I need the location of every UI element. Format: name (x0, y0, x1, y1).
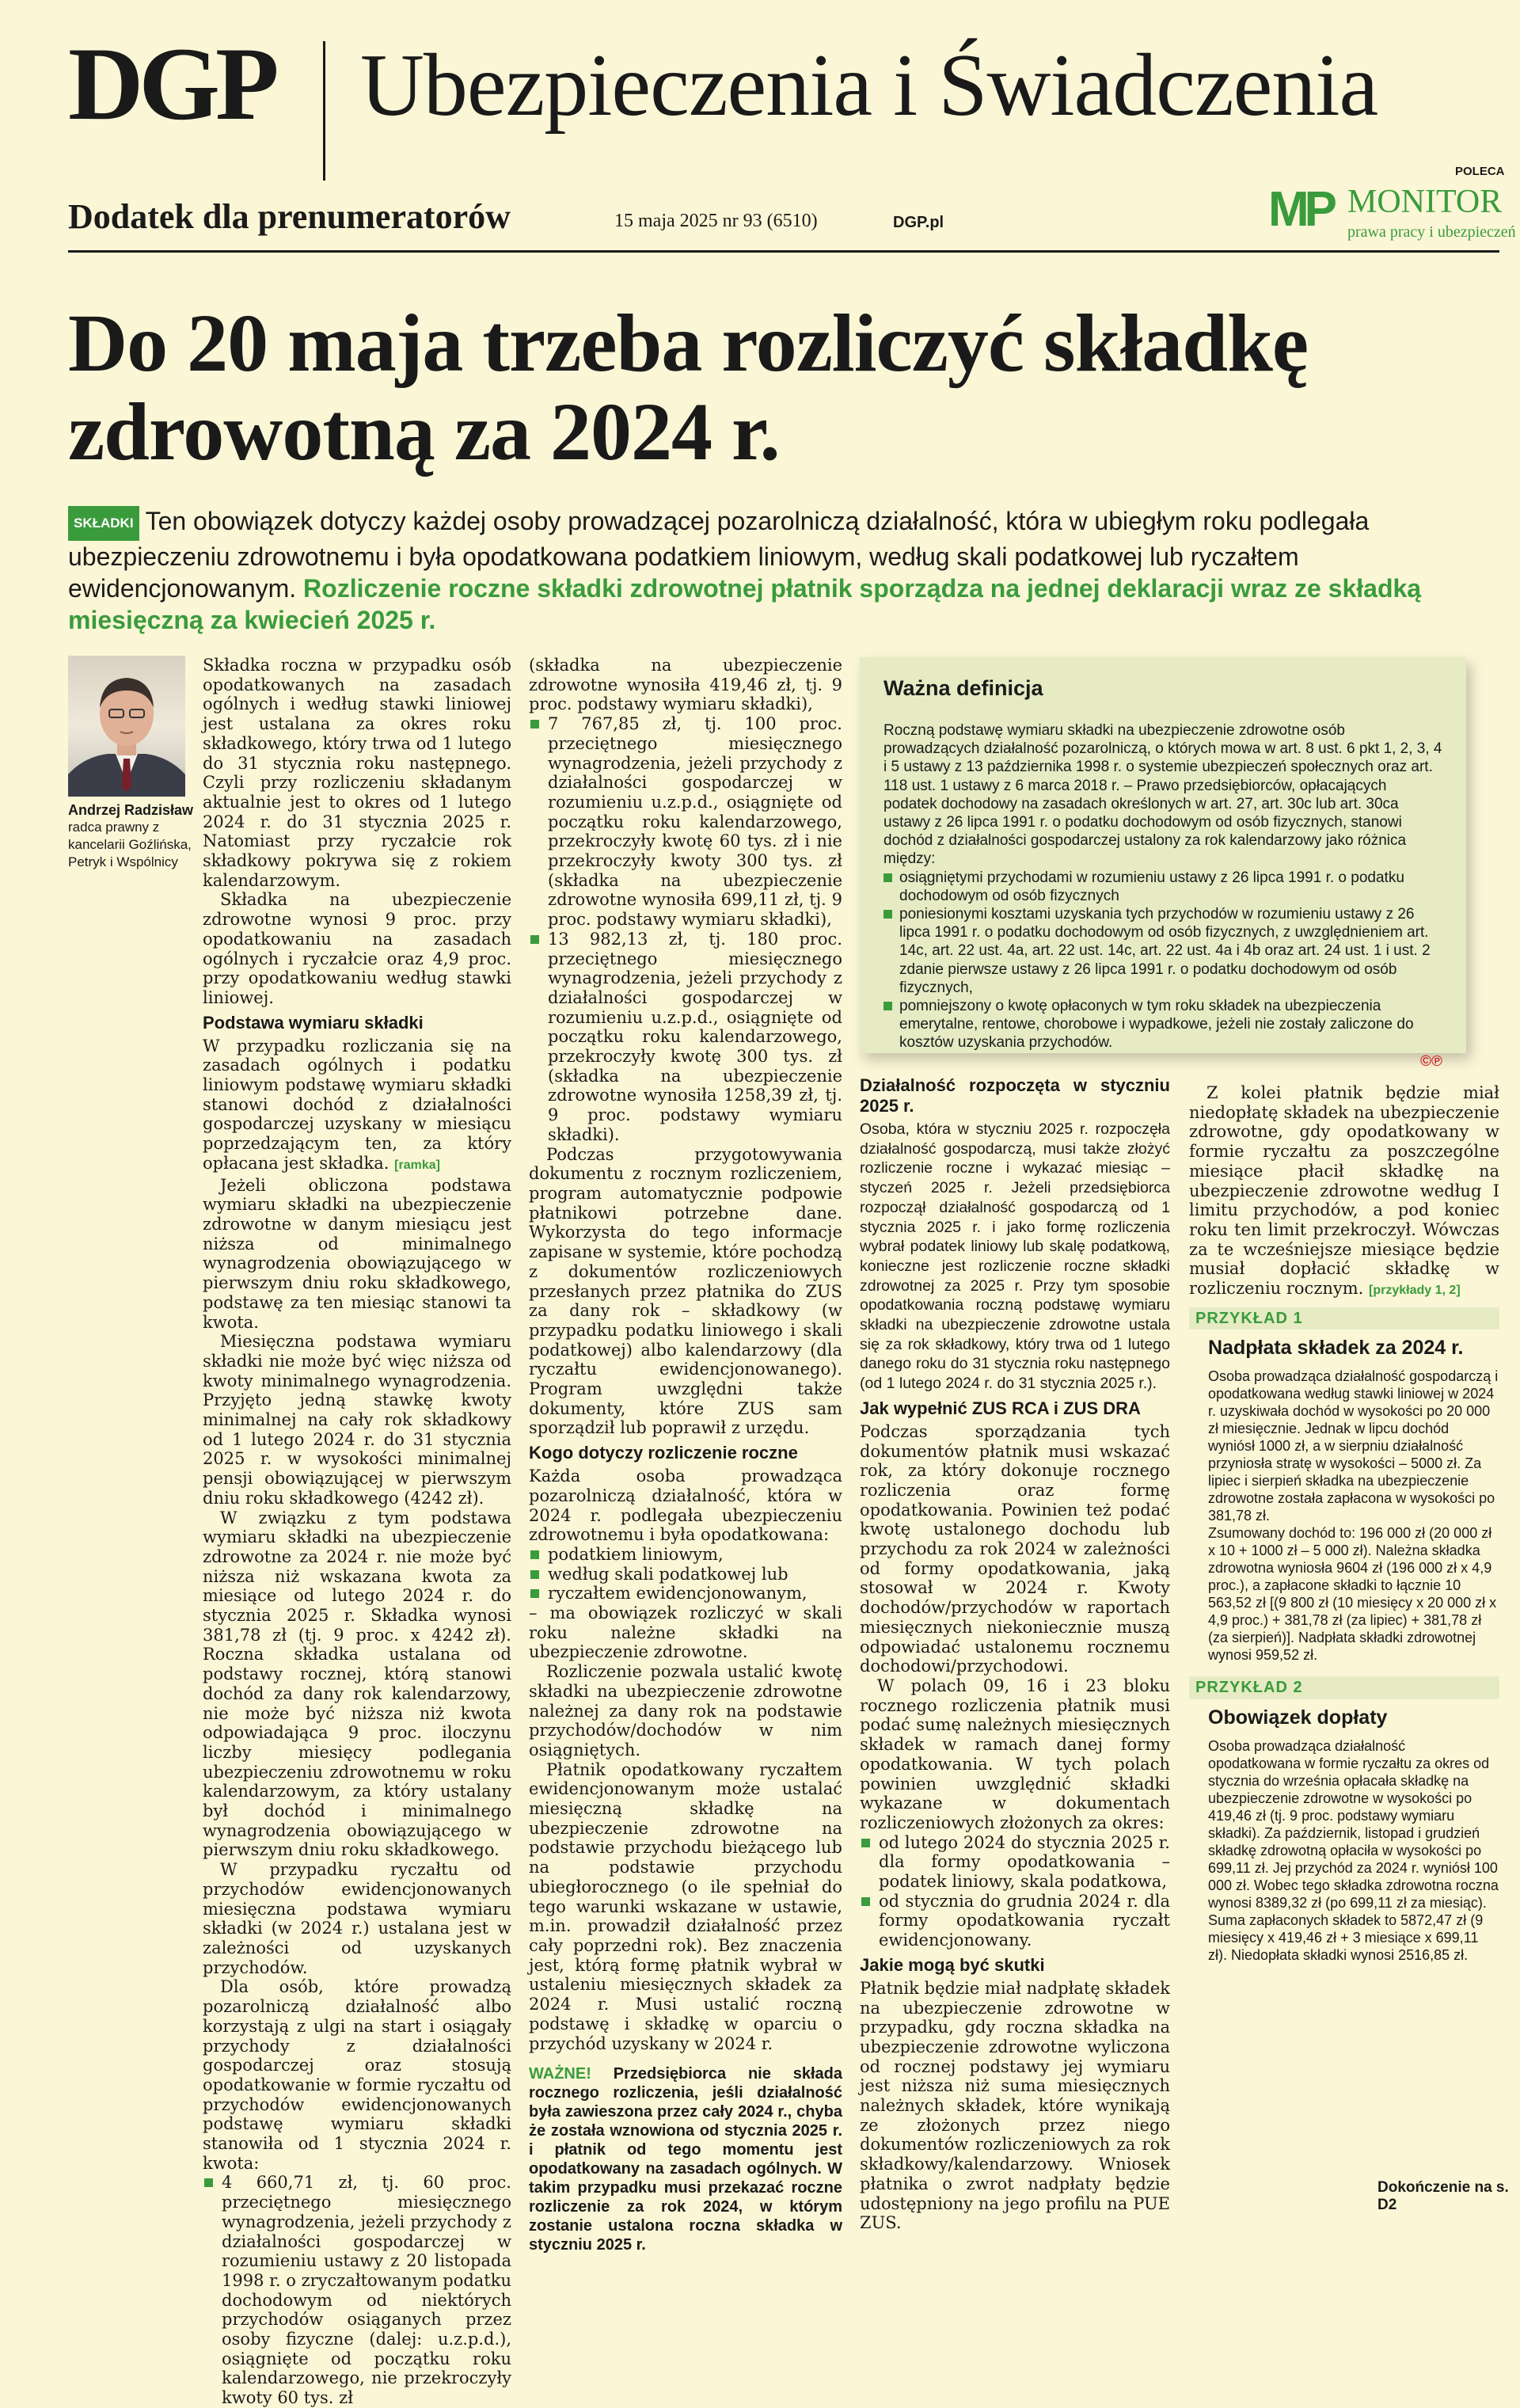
paragraph: Zsumowany dochód to: 196 000 zł (20 000 zł x 10 + 1000 zł – 5 000 zł). Należna składka zdrowotna wyniosła 9604 zł (196 000 zł x 4,9 proc.), a zapłacone składki to łącznie 10 563,52 zł [(9 800 zł (10 miesięcy x 20 000 zł x 4,9 proc.) + 381,78 zł (za lipiec) + 381,78 zł (za sierpień)]. Nadpłata składki zdrowotnej wynosi 959,52 zł. (1208, 1525, 1497, 1664)
example-1-label: PRZYKŁAD 1 (1189, 1307, 1499, 1330)
list-item: ryczałtem ewidencjonowanym, (529, 1584, 842, 1603)
list-item: 7 767,85 zł, tj. 100 proc. przeciętnego miesięcznego wynagrodzenia, jeżeli przychody z działalności gospodarczej w rozumieniu u.z.p.d., osiągnięte od początku roku kalendarzowego, przekroczyły kwotę 60 tys. zł i nie przekroczyły kwoty 300 tys. zł (składka na ubezpieczenie zdrowotne wynosiła 699,11 zł, tj. 9 proc. podstawy wymiaru składki), (529, 714, 842, 930)
paragraph: – ma obowiązek rozliczyć w skali roku należne składki na ubezpieczenie zdrowotne. (529, 1603, 842, 1662)
definition-title: Ważna definicja (884, 676, 1043, 700)
bullet-list (529, 1545, 842, 1603)
paragraph-text: W przypadku rozliczania się na zasadach ogólnych i podatku liniowym podstawę wymiaru składki stanowi dochód z działalności gospodarczej uzyskany w miesiącu poprzedzającym ten, za który opłacana jest składka. (203, 1036, 511, 1173)
list-item: 13 982,13 zł, tj. 180 proc. przeciętnego miesięcznego wynagrodzenia, jeżeli przychody z działalności gospodarczej w rozumieniu u.z.p.d., osiągnięte od początku roku kalendarzowego, przekroczyły kwotę 300 tys. zł (składka na ubezpieczenie zdrowotne wynosiła 1258,39 zł, tj. 9 proc. podstawy wymiaru składki). (529, 930, 842, 1145)
paragraph: Jeżeli obliczona podstawa wymiaru składki na ubezpieczenie zdrowotne w danym miesiącu jest niższa od minimalnego wynagrodzenia obowiązującego w pierwszym dniu roku składkowego, podstawę za ten miesiąc stanowi ta kwota. (203, 1175, 511, 1332)
article-column-2 (529, 656, 842, 2254)
paragraph: (składka na ubezpieczenie zdrowotne wynosiła 419,46 zł, tj. 9 proc. podstawy wymiaru składki), (529, 656, 842, 714)
continuation-note[interactable]: Dokończenie na s. D2 (1378, 2179, 1509, 2213)
paragraph: Osoba prowadząca działalność gospodarczą i opodatkowana według stawki liniowej w 2024 r. uzyskiwała dochód w wysokości po 20 000 zł miesięcznie. Jednak w lipcu dochód wyniósł 1000 zł, a w sierpniu działalność przyniosła stratę w wysokości – 5000 zł. Za lipiec i sierpień składka na ubezpieczenie zdrowotne została zapłacona w wysokości po 381,78 zł. (1208, 1368, 1499, 1524)
example-1-title: Nadpłata składek za 2024 r. (1208, 1337, 1464, 1360)
list-item: podatkiem liniowym, (529, 1545, 842, 1565)
monitor-logo-icon: MP (1268, 182, 1332, 237)
definition-text: Roczną podstawę wymiaru składki na ubezpieczenie zdrowotne osób prowadzących działalność pozarolniczą, o których mowa w art. 8 ust. 6 pkt 1, 2, 3, 4 i 5 ustawy z 13 października 1998 r. o systemie ubezpieczeń społecznych oraz art. 118 ust. 1 ustawy z 6 marca 2018 r. – Prawo przedsiębiorców, opłacających podatek dochodowy na zasadach określonych w art. 27, art. 30c lub art. 30ca ustawy z 26 lipca 1991 r. o podatku dochodowym od osób fizycznych, stanowi dochód z działalności gospodarczej ustalony za rok kalendarzowy jako różnica między: (884, 722, 1442, 868)
cross-reference-link[interactable]: [przykłady 1, 2] (1369, 1284, 1461, 1298)
lead-highlight: Rozliczenie roczne składki zdrowotnej płatnik sporządza na jednej deklaracji wraz ze składką miesięczną za kwiecień 2025 r. (68, 574, 1422, 634)
list-item: poniesionymi kosztami uzyskania tych przychodów w rozumieniu ustawy z 26 lipca 1991 r. o podatku dochodowym od osób fizycznych, z uwzględnieniem art. 14c, art. 22 ust. 4a, art. 22 ust. 14c, art. 22 ust. 4a i 4b oraz art. 24 ust. 1 i ust. 2 zdanie pierwsze ustawy z 26 lipca 1991 r. o podatku dochodowym od osób fizycznych, (884, 905, 1442, 997)
partner-tagline: prawa pracy i ubezpieczeń (1347, 223, 1516, 241)
example-2-title: Obowiązek dopłaty (1208, 1706, 1388, 1729)
list-item: pomniejszony o kwotę opłaconych w tym roku składek na ubezpieczenia emerytalne, rentowe, chorobowe i wypadkowe, jeżeli nie zostały zaliczone do kosztów uzyskania przychodów. (884, 997, 1442, 1052)
paragraph: Dla osób, które prowadzą pozarolniczą działalność albo korzystają z ulgi na start i osiągały przychody z działalności gospodarczej oraz stosują opodatkowanie w formie ryczałtu od przychodów ewidencjonowanych podstawę wymiaru składki stanowiła od 1 stycznia 2024 r. kwota: (203, 1977, 511, 2173)
section-heading: Jak wypełnić ZUS RCA i ZUS DRA (860, 1398, 1141, 1418)
section-heading: Podstawa wymiaru składki (203, 1012, 424, 1033)
author-name: Andrzej Radzisław (68, 802, 194, 818)
author-role: radca prawny z kancelarii Goźlińska, Petryk i Wspólnicy (68, 820, 192, 869)
cross-reference-link[interactable]: [ramka] (394, 1158, 440, 1172)
definition-box (860, 657, 1466, 1070)
lead-paragraph (68, 505, 1499, 636)
paragraph: Płatnik opodatkowany ryczałtem ewidencjonowanym może ustalać miesięczną składkę na ubezpieczenie zdrowotne na podstawie przychodu bieżącego lub na podstawie przychodu ubiegłorocznego (o ile spełniał do tego warunki wskazane w ustawie, m.in. prowadził działalność przez cały poprzedni rok). Bez znaczenia jest, którą formę płatnik wybrał w ustaleniu miesięcznych składek za 2024 r. Musi ustalić roczną podstawę i składkę w oparciu o przychód uzyskany w 2024 r. (529, 1759, 842, 2053)
list-item: osiągniętymi przychodami w rozumieniu ustawy z 26 lipca 1991 r. o podatku dochodowym od osób fizycznych (884, 869, 1442, 905)
paragraph (203, 1037, 511, 1176)
paragraph: Osoba prowadząca działalność opodatkowana w formie ryczałtu za okres od stycznia do września opłacała składkę na ubezpieczenie zdrowotne w wysokości po 419,46 zł (tj. 9 proc. podstawy wymiaru składki). Za październik, listopad i grudzień składkę zdrowotną opłaciła w wysokości po 699,11 zł. Jej przychód za 2024 r. wyniósł 100 000 zł. Wobec tego składka zdrowotna roczna wynosi 8389,32 zł (po 699,11 zł za miesiąc). (1208, 1738, 1499, 1912)
author-info (68, 801, 195, 871)
warning-text: Przedsiębiorca nie składa rocznego rozliczenia, jeśli działalność była zawieszona przez cały 2024 r., chyba że została wznowiona od stycznia 2025 r. i płatnik od tego momentu jest opodatkowany na zasadach ogólnych. W takim przypadku musi przekazać roczne rozliczenie za rok 2024, w którym zostanie ustalona roczna składka w styczniu 2025 r. (529, 2065, 842, 2254)
list-item: według skali podatkowej lub (529, 1565, 842, 1584)
section-tag: SKŁADKI (68, 506, 139, 541)
dgp-logo[interactable]: DGP (68, 25, 275, 142)
supplement-title: Ubezpieczenia i Świadczenia (360, 36, 1378, 135)
paragraph-text: Z kolei płatnik będzie miał niedopłatę składek na ubezpieczenie zdrowotne, gdy opodatkowany w formie ryczałtu za poszczególne miesiące płacił składkę na ubezpieczenie zdrowotne według I limitu przychodów, a pod koniec roku ten limit przekroczył. Wówczas za te wcześniejsze miesiące będzie musiał dopłacić składkę w rozliczeniu rocznym. (1189, 1083, 1499, 1299)
article-column-4 (1189, 1083, 1499, 1964)
issue-date: 15 maja 2025 nr 93 (6510) (614, 211, 818, 231)
paragraph: W związku z tym podstawa wymiaru składki na ubezpieczenie zdrowotne za 2024 r. nie może być niższa niż wskazana kwota za miesiące od lutego 2024 r. do stycznia 2025 r. Składka wynosi 381,78 zł (tj. 9 proc. x 4242 zł). Roczna składka ustalana od podstawy rocznej, którą stanowi dochód za dany rok kalendarzowy, nie może być niższa niż kwota odpowiadająca 9 proc. iloczynu liczby miesięcy podlegania ubezpieczeniu zdrowotnemu w roku kalendarzowym, za który ustalany był dochód i minimalnego wynagrodzenia obowiązującego w pierwszym dniu roku składkowego. (203, 1508, 511, 1860)
partner-name: MONITOR (1347, 184, 1503, 220)
paragraph: Każda osoba prowadząca pozarolniczą działalność, która w 2024 r. podlegała ubezpieczeniu zdrowotnemu i była opodatkowana: (529, 1466, 842, 1545)
site-link[interactable]: DGP.pl (893, 214, 944, 231)
section-heading: Kogo dotyczy rozliczenie roczne (529, 1443, 798, 1463)
paragraph: Osoba, która w styczniu 2025 r. rozpoczęła działalność gospodarczą, musi także złożyć rozliczenie roczne i wykazać miesiąc – styczeń 2025 r. Jeżeli przedsiębiorca rozpoczął działalność gospodarczą od 1 stycznia 2025 r. i jako formę rozliczenia wybrał podatek liniowy lub skalę podatkową, konieczne jest rozliczenie roczne składki zdrowotnej za 2025 r. Przy tym sposobie opodatkowania roczną podstawę wymiaru składki na ubezpieczenie zdrowotne ustala się za rok składkowy, który trwa od 1 lutego danego roku do 31 stycznia roku następnego (od 1 lutego 2024 r. do 31 stycznia 2025 r.). (860, 1120, 1170, 1393)
paragraph: Podczas przygotowywania dokumentu z rocznym rozliczeniem, program automatycznie podpowie płatnikowi potrzebne dane. Wykorzysta do tego informacje zapisane w systemie, które pochodzą z dokumentów rozliczeniowych przesłanych przez płatnika do ZUS za dany rok – składkowy (w przypadku podatku liniowego i skali podatkowej) albo kalendarzowy (dla ryczałtu ewidencjonowanego). Program uwzględni także dokumenty, które ZUS sam sporządził lub poprawił z urzędu. (529, 1144, 842, 1438)
subline: Dodatek dla prenumeratorów (68, 197, 511, 236)
paragraph: Miesięczna podstawa wymiaru składki nie może być więc niższa od kwoty minimalnego wynagrodzenia. Przyjęto jedną stawkę kwoty minimalnej na cały rok składkowy od 1 lutego 2024 r. do 31 stycznia 2025 r. w wysokości minimalnej pensji obowiązującej w pierwszym dniu roku składkowego (4242 zł). (203, 1332, 511, 1508)
warning-label: WAŻNE! (529, 2065, 591, 2083)
author-portrait-icon (68, 656, 185, 797)
paragraph: Składka na ubezpieczenie zdrowotne wynosi 9 proc. przy opodatkowaniu na zasadach ogólnych i ryczałcie oraz 4,9 proc. przy opodatkowaniu według stawki liniowej. (203, 890, 511, 1007)
definition-body (884, 721, 1442, 1070)
section-heading: Działalność rozpoczęta w styczniu 2025 r. (860, 1075, 1170, 1116)
bullet-list (529, 714, 842, 1144)
warning-note (529, 2064, 842, 2254)
example-1-body (1208, 1368, 1499, 1664)
paragraph: Składka roczna w przypadku osób opodatkowanych na zasadach ogólnych i według stawki liniowej jest ustalana za okres roku składkowego, który trwa od 1 lutego do 31 stycznia roku następnego. Czyli przy rozliczeniu składanym aktualnie jest to okres od 1 lutego 2024 r. do 31 stycznia 2025 r. Natomiast przy ryczałcie rok składkowy pokrywa się z rokiem kalendarzowym. (203, 656, 511, 890)
header-rule (68, 250, 1499, 253)
paragraph: Suma zapłaconych składek to 5872,47 zł (9 miesięcy x 419,46 zł + 3 miesiące x 699,11 zł). Niedopłata składki wynosi 2516,85 zł. (1208, 1912, 1484, 1964)
copyright-mark-icon: ©℗ (1420, 1052, 1442, 1070)
paragraph: Rozliczenie pozwala ustalić kwotę składki na ubezpieczenie zdrowotne należnej za dany rok na podstawie przychodów/dochodów w nim osiągniętych. (529, 1662, 842, 1759)
section-heading: Jakie mogą być skutki (860, 1954, 1045, 1975)
headline: Do 20 maja trzeba rozliczyć składkę zdrowotną za 2024 r. (68, 298, 1309, 477)
paragraph: Podczas sporządzania tych dokumentów płatnik musi wskazać rok, za który dokonuje rocznego rozliczenia oraz formę opodatkowania. Powinien też podać kwotę ustalonego dochodu lub przychodu za rok 2024 w zależności od formy opodatkowania, jaką stosował w 2024 r. Kwoty dochodów/przychodów w raportach miesięcznych niekoniecznie muszą odpowiadać ustalonemu rocznemu dochodowi/przychodowi. (860, 1421, 1170, 1676)
paragraph (1189, 1083, 1499, 1301)
list-item: od lutego 2024 do stycznia 2025 r. dla formy opodatkowania – podatek liniowy, skala podatkowa, (860, 1833, 1170, 1892)
bullet-list (203, 2173, 511, 2407)
paragraph: W polach 09, 16 i 23 bloku rocznego rozliczenia płatnik musi podać sumę należnych miesięcznych składek w ramach danej formy opodatkowania. W tych polach powinien uwzględnić składki wykazane w dokumentach rozliczeniowych złożonych za okres: (860, 1676, 1170, 1832)
masthead-divider (323, 41, 325, 181)
lead-text: Ten obowiązek dotyczy każdej osoby prowadzącej pozarolniczą działalność, która w ubiegłym roku podlegała ubezpieczeniu zdrowotnemu i była opodatkowana podatkiem liniowym, według skali podatkowej lub ryczałtem ewidencjonowanym. (68, 507, 1370, 603)
list-item: 4 660,71 zł, tj. 60 proc. przeciętnego miesięcznego wynagrodzenia, jeżeli przychody z działalności gospodarczej w rozumieniu ustawy z 20 listopada 1998 r. o zryczałtowanym podatku dochodowym od niektórych przychodów osiąganych przez osoby fizyczne (dalej: u.z.p.d.), osiągnięte od początku roku kalendarzowego, nie przekroczyły kwoty 60 tys. zł (203, 2173, 511, 2407)
paragraph: Płatnik będzie miał nadpłatę składek na ubezpieczenie zdrowotne w przypadku, gdy roczna składka na ubezpieczenie zdrowotne wyliczona od rocznej podstawy jej wymiaru jest niższa niż suma miesięcznych należnych składek, które wynikają ze złożonych przez niego dokumentów rozliczeniowych za rok składkowy/kalendarzowy. Wniosek płatnika o zwrot nadpłaty będzie udostępniony na jego profilu na PUE ZUS. (860, 1978, 1170, 2233)
example-2-body (1208, 1737, 1499, 1964)
list-item: od stycznia do grudnia 2024 r. dla formy opodatkowania ryczałt ewidencjonowany. (860, 1892, 1170, 1950)
article-column-3 (860, 1075, 1170, 2233)
example-2-label: PRZYKŁAD 2 (1189, 1676, 1499, 1699)
paragraph: W przypadku ryczałtu od przychodów ewidencjonowanych miesięczna podstawa wymiaru składki (w 2024 r.) ustalana jest w zależności od uzyskanych przychodów. (203, 1860, 511, 1977)
bullet-list (860, 1833, 1170, 1950)
poleca-label: POLECA (1455, 165, 1505, 178)
article-column-1 (203, 656, 511, 2408)
author-photo (68, 656, 185, 797)
definition-list (884, 869, 1442, 1052)
